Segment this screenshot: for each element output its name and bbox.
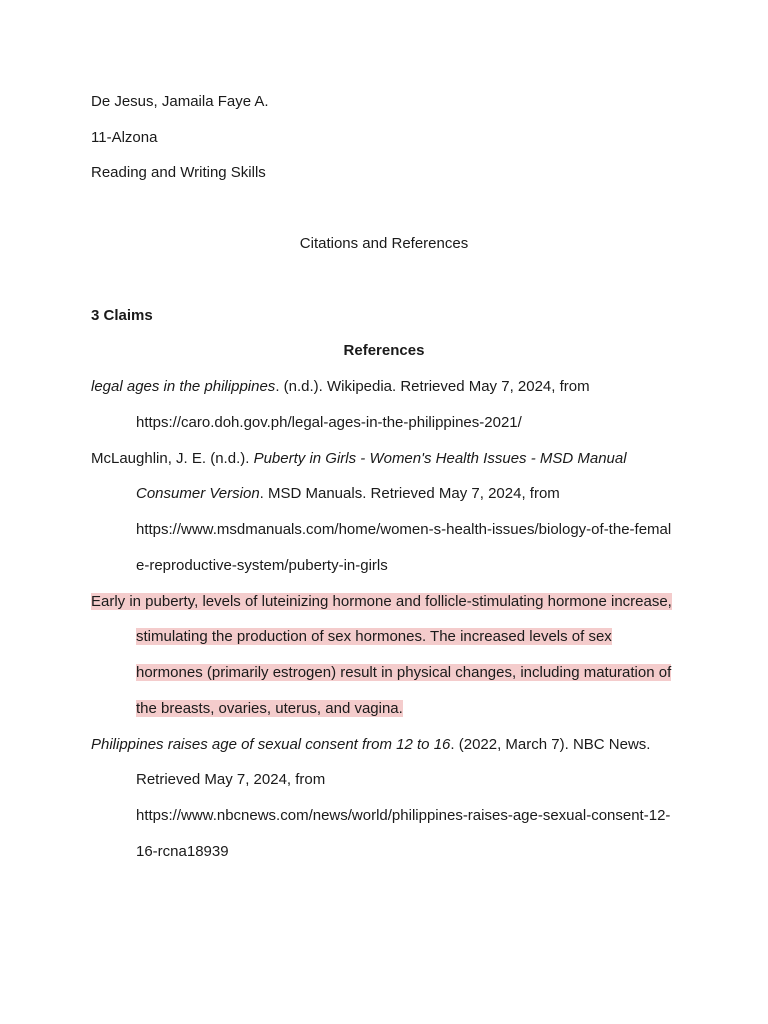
reference-4-title: Philippines raises age of sexual consent from 12 to 16 bbox=[91, 736, 451, 753]
reference-1-url: https://caro.doh.gov.ph/legal-ages-in-the-philippines-2021/ bbox=[136, 414, 522, 431]
reference-2-source: . MSD Manuals. Retrieved May 7, 2024, from bbox=[259, 485, 560, 502]
highlighted-quote-line-1 bbox=[91, 591, 672, 613]
quote-line-3-text: hormones (primarily estrogen) result in physical changes, including maturation of bbox=[136, 664, 672, 681]
reference-4-line-1 bbox=[91, 734, 650, 756]
reference-2-author: McLaughlin, J. E. (n.d.). bbox=[91, 450, 254, 467]
quote-line-2-text: stimulating the production of sex hormones. The increased levels of sex bbox=[136, 628, 612, 645]
highlighted-quote-line-3 bbox=[136, 662, 671, 684]
reference-2-title-part-2: Consumer Version bbox=[136, 485, 260, 502]
reference-1-line-1 bbox=[91, 376, 590, 398]
student-section: 11-Alzona bbox=[91, 129, 158, 146]
reference-2-url-part-2: e-reproductive-system/puberty-in-girls bbox=[136, 557, 388, 574]
highlighted-quote-line-4 bbox=[136, 698, 403, 720]
reference-1-source: . (n.d.). Wikipedia. Retrieved May 7, 2024, from bbox=[275, 378, 590, 395]
reference-4-retrieved: Retrieved May 7, 2024, from bbox=[136, 771, 326, 788]
reference-4-url-part-1: https://www.nbcnews.com/news/world/philippines-raises-age-sexual-consent-12- bbox=[136, 807, 671, 824]
reference-4-source: . (2022, March 7). NBC News. bbox=[450, 736, 651, 753]
claims-heading: 3 Claims bbox=[91, 307, 153, 324]
references-heading: References bbox=[343, 342, 425, 359]
highlighted-quote-line-2 bbox=[136, 626, 612, 648]
reference-2-line-1 bbox=[91, 448, 627, 470]
reference-2-title-part-1: Puberty in Girls - Women's Health Issues - MSD Manual bbox=[253, 450, 627, 467]
quote-line-4-text: the breasts, ovaries, uterus, and vagina. bbox=[136, 700, 403, 717]
reference-1-title: legal ages in the philippines bbox=[91, 378, 276, 395]
reference-2-url-part-1: https://www.msdmanuals.com/home/women-s-health-issues/biology-of-the-femal bbox=[136, 521, 672, 538]
subject-name: Reading and Writing Skills bbox=[91, 164, 266, 181]
student-name: De Jesus, Jamaila Faye A. bbox=[91, 93, 269, 110]
reference-2-line-2 bbox=[136, 483, 560, 505]
reference-4-url-part-2: 16-rcna18939 bbox=[136, 843, 229, 860]
document-title: Citations and References bbox=[299, 235, 469, 252]
quote-line-1-text: Early in puberty, levels of luteinizing hormone and follicle-stimulating hormone increase, bbox=[91, 593, 672, 610]
